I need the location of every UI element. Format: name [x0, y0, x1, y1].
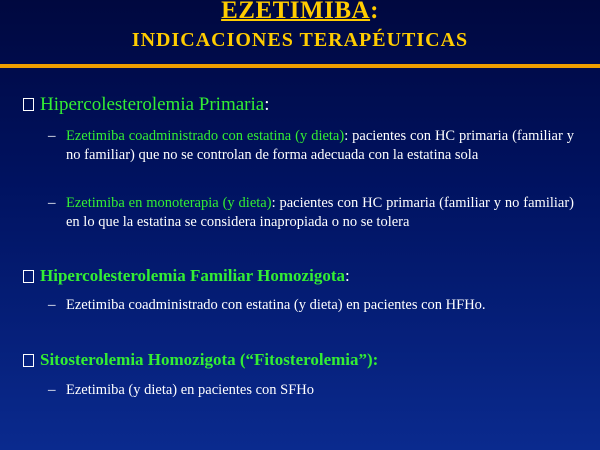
slide-subtitle: INDICACIONES TERAPÉUTICAS	[131, 29, 469, 51]
title-divider	[0, 64, 600, 68]
bullet-box-icon	[23, 270, 34, 283]
title-text: EZETIMIBA	[221, 0, 371, 24]
dash-glyph: –	[48, 297, 56, 313]
section-heading-sitosterolemia: Sitosterolemia Homozigota (“Fitosterolemia”):	[40, 350, 379, 369]
title-suffix: :	[370, 0, 379, 24]
list-item: Ezetimiba (y dieta) en pacientes con SFHo	[66, 382, 315, 398]
section-heading-primaria: Hipercolesterolemia Primaria:	[40, 94, 270, 115]
list-item: Ezetimiba en monoterapia (y dieta): pacientes con HC primaria (familiar y no familiar) en lo que la estatina se considera inapropiada o no se tolera	[66, 195, 574, 230]
dash-glyph: –	[48, 382, 56, 398]
section-heading-homozigota: Hipercolesterolemia Familiar Homozigota:	[40, 266, 350, 285]
bullet-box-icon	[23, 354, 34, 367]
dash-glyph: –	[48, 195, 56, 211]
list-item: Ezetimiba coadministrado con estatina (y dieta): pacientes con HC primaria (familiar y no familiar) que no se controlan de forma adecuada con la estatina sola	[66, 128, 574, 163]
list-item: Ezetimiba coadministrado con estatina (y dieta) en pacientes con HFHo.	[66, 297, 486, 313]
bullet-box-icon	[23, 98, 34, 111]
dash-glyph: –	[48, 128, 56, 144]
slide-title	[0, 0, 600, 25]
